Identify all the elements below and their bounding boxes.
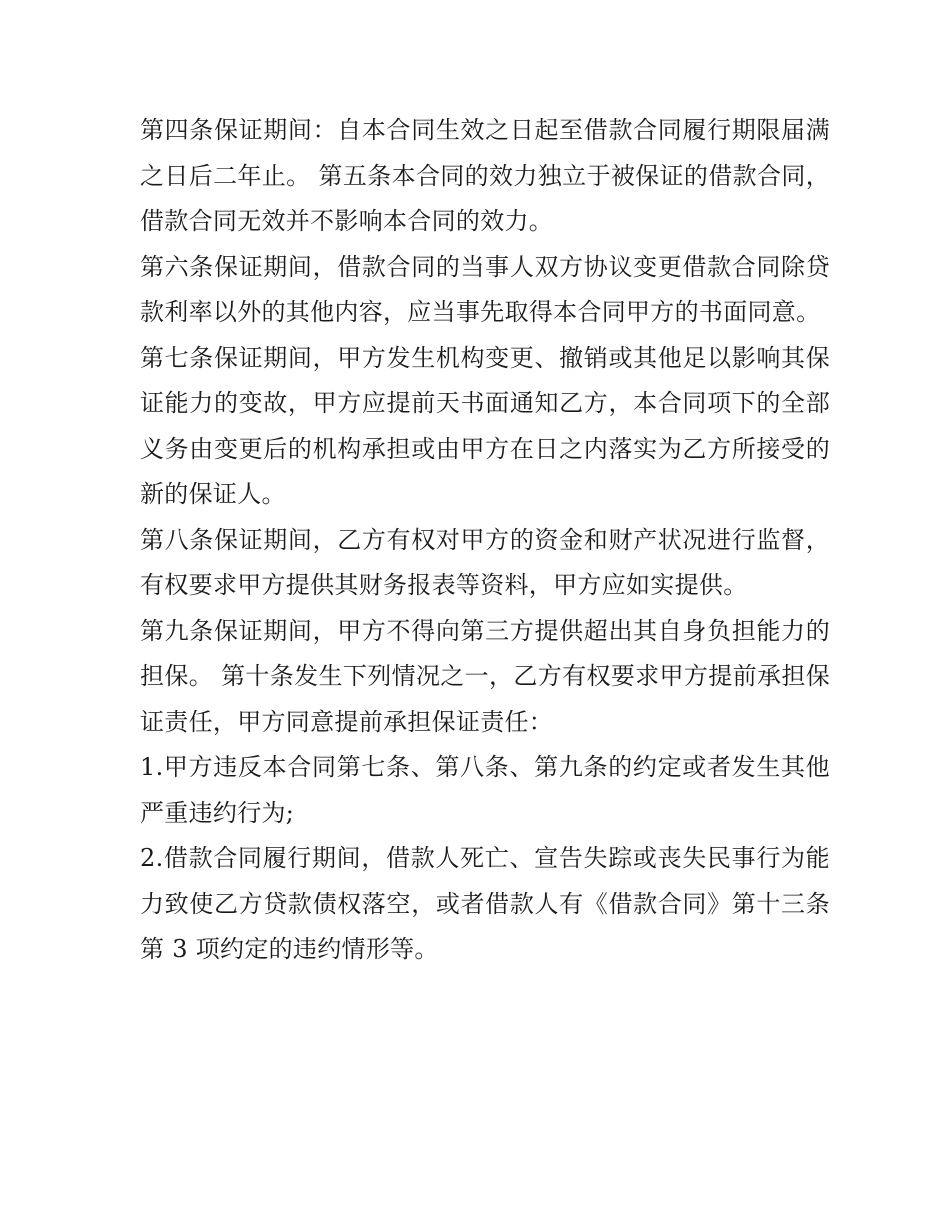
paragraph-article-6: 第六条保证期间，借款合同的当事人双方协议变更借款合同除贷款利率以外的其他内容，应当事先取得本合同甲方的书面同意。 <box>140 252 830 326</box>
list-item-2: 2.借款合同履行期间，借款人死亡、宣告失踪或丧失民事行为能力致使乙方贷款债权落空，或者借款人有《借款合同》第十三条第 3 项约定的违约情形等。 <box>140 844 830 963</box>
list-item-1: 1.甲方违反本合同第七条、第八条、第九条的约定或者发生其他严重违约行为; <box>140 753 830 827</box>
paragraph-article-9-10: 第九条保证期间，甲方不得向第三方提供超出其自身负担能力的担保。 第十条发生下列情况之一，乙方有权要求甲方提前承担保证责任，甲方同意提前承担保证责任： <box>140 616 830 736</box>
paragraph-article-4-5: 第四条保证期间：自本合同生效之日起至借款合同履行期限届满之日后二年止。 第五条本合同的效力独立于被保证的借款合同，借款合同无效并不影响本合同的效力。 <box>140 116 830 235</box>
paragraph-article-8: 第八条保证期间，乙方有权对甲方的资金和财产状况进行监督，有权要求甲方提供其财务报表等资料，甲方应如实提供。 <box>140 525 830 599</box>
document-body <box>140 108 830 973</box>
paragraph-article-7: 第七条保证期间，甲方发生机构变更、撤销或其他足以影响其保证能力的变故，甲方应提前天书面通知乙方，本合同项下的全部义务由变更后的机构承担或由甲方在日之内落实为乙方所接受的新的保证人。 <box>140 343 830 508</box>
